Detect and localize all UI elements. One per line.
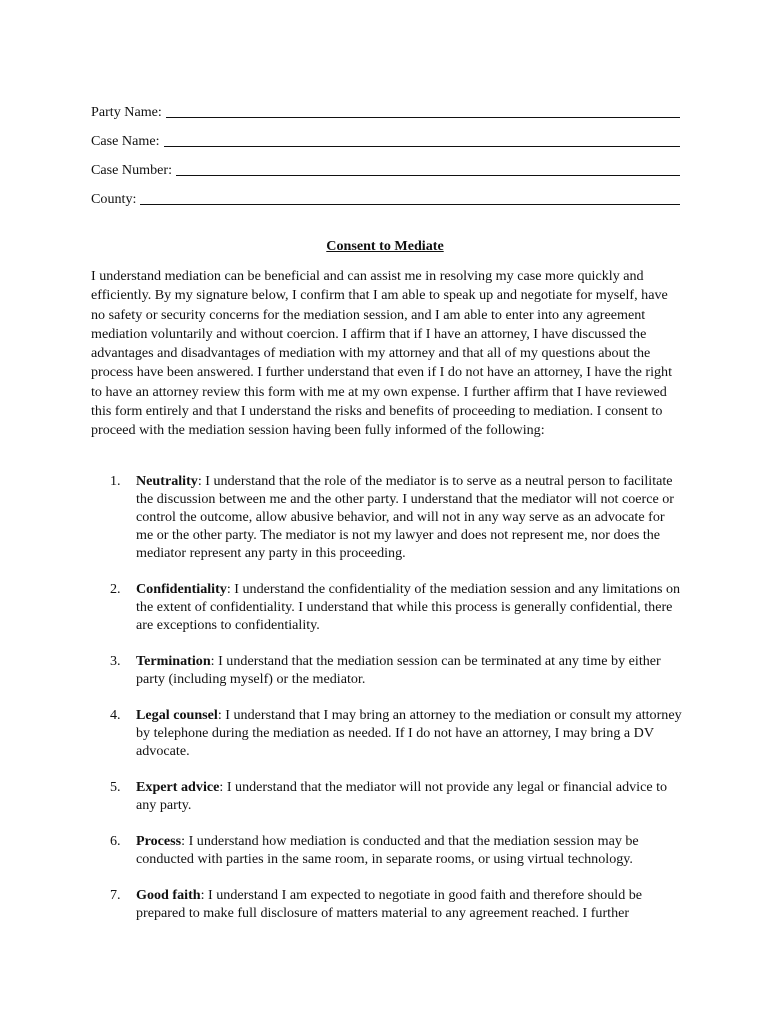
case-name-field [91, 122, 680, 151]
list-item [110, 778, 682, 814]
item-number: 6. [110, 833, 121, 849]
party-name-field [91, 93, 680, 122]
item-text: : I understand that the role of the mediator is to serve as a neutral person to facilitate the discussion between me and the other party. I understand that the mediator will not coerce or control the outcome, allow abusive behavior, and will not in any way serve as an advocate for me or the other party. The mediator is not my lawyer and does not represent me, nor does the mediator represent any party in this proceeding. [136, 473, 674, 561]
list-item [110, 832, 682, 868]
list-item [110, 886, 682, 922]
item-term: Process [136, 833, 182, 849]
item-number: 5. [110, 779, 121, 795]
item-number: 1. [110, 473, 121, 489]
item-text: : I understand that the mediator will not provide any legal or financial advice to any party. [136, 779, 668, 813]
county-label: County: [91, 191, 137, 207]
county-field [91, 180, 680, 209]
county-blank[interactable] [140, 188, 680, 205]
item-number: 4. [110, 707, 121, 723]
consent-items-list [110, 472, 682, 940]
item-text: : I understand I am expected to negotiate in good faith and therefore should be prepared to make full disclosure of matters material to any agreement reached. I further [136, 887, 643, 921]
party-name-blank[interactable] [166, 101, 680, 118]
item-term: Confidentiality [136, 581, 227, 597]
item-number: 2. [110, 581, 121, 597]
case-name-blank[interactable] [164, 130, 681, 147]
case-number-blank[interactable] [176, 159, 680, 176]
item-text: : I understand that the mediation session can be terminated at any time by either party (including myself) or the mediator. [136, 653, 661, 687]
case-number-field [91, 151, 680, 180]
item-term: Termination [136, 653, 211, 669]
list-item [110, 706, 682, 760]
item-number: 7. [110, 887, 121, 903]
item-text: : I understand that I may bring an attorney to the mediation or consult my attorney by telephone during the mediation as needed. If I do not have an attorney, I may bring a DV advocate. [136, 707, 682, 759]
list-item [110, 580, 682, 634]
item-text: : I understand the confidentiality of the mediation session and any limitations on the extent of confidentiality. I understand that while this process is generally confidential, there are exceptions to confidentiality. [136, 581, 681, 633]
list-item [110, 652, 682, 688]
item-term: Expert advice [136, 779, 220, 795]
party-name-label: Party Name: [91, 104, 162, 120]
item-term: Neutrality [136, 473, 198, 489]
item-number: 3. [110, 653, 121, 669]
item-term: Legal counsel [136, 707, 218, 723]
item-term: Good faith [136, 887, 201, 903]
intro-paragraph: I understand mediation can be beneficial and can assist me in resolving my case more quickly and efficiently. By my signature below, I confirm that I am able to speak up and negotiate for myself, have no safety or security concerns for the mediation session, and I am able to enter into any agreement mediation voluntarily and without coercion. I affirm that if I have an attorney, I have discussed the advantages and disadvantages of mediation with my attorney and that all of my questions about the process have been answered. I further understand that even if I do not have an attorney, I have the right to have an attorney review this form with me at my own expense. I further affirm that I have reviewed this form entirely and that I understand the risks and benefits of proceeding to mediation. I consent to proceed with the mediation session having been fully informed of the following: [91, 268, 673, 439]
header-fields [91, 93, 680, 209]
list-item [110, 472, 682, 562]
case-name-label: Case Name: [91, 133, 160, 149]
case-number-label: Case Number: [91, 162, 173, 178]
item-text: : I understand how mediation is conducted and that the mediation session may be conducted with parties in the same room, in separate rooms, or using virtual technology. [136, 833, 639, 867]
document-title: Consent to Mediate [326, 238, 444, 254]
